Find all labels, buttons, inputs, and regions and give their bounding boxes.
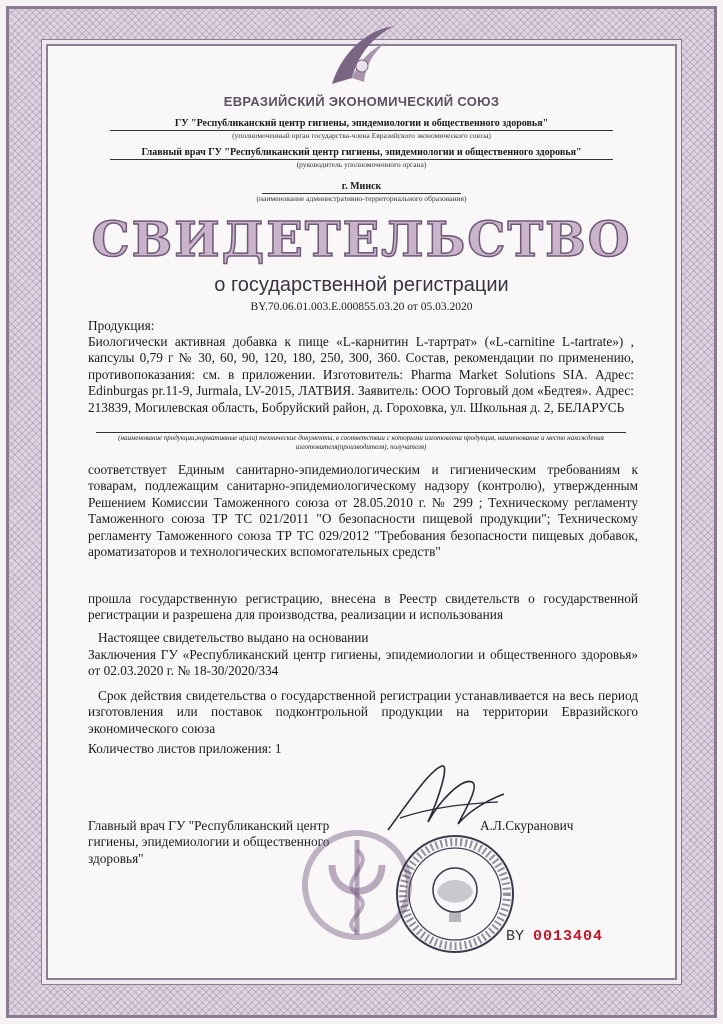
signatory-position: Главный врач ГУ "Республиканский центр гигиены, эпидемиологии и общественного здоровья" — [88, 818, 330, 866]
authority-note: (уполномоченный орган государства-члена Евразийского экономического союза) — [232, 131, 491, 140]
authority-block — [110, 118, 613, 140]
product-description: Биологически активная добавка к пище «L-карнитин L-тартрат» («L-carnitine L-tartrate») , капсулы 0,79 г № 30, 60, 90, 120, 180, 250, 300, 360. Состав, рекомендации по применению, противопоказания: см. в приложении. Изготовитель: Pharma Market Solutions SIA. Адрес: Edinburgas pr.11-9, Jurmala, LV-2015, ЛАТВИЯ. Заявитель: ООО Торговый дом «Бедтея». Адрес: 213839, Могилевская область, Бобруйский район, д. Гороховка, ул. Школьная д. 2, БЕЛАРУСЬ — [88, 334, 634, 415]
official-block — [110, 147, 613, 169]
registration-number: BY.70.06.01.003.E.000855.03.20 от 05.03.2020 — [250, 301, 473, 313]
certificate-title: СВИДЕТЕЛЬСТВО — [91, 212, 632, 268]
validity-text: Срок действия свидетельства о государственной регистрации устанавливается на весь период изготовления или поставок подконтрольной продукции на территории Евразийского экономического союза — [88, 688, 638, 736]
city: г. Минск — [262, 181, 462, 194]
product-label: Продукция: — [88, 318, 155, 333]
compliance-text: соответствует Единым санитарно-эпидемиологическим и гигиеническим требованиям к товарам, подлежащим санитарно-эпидемиологическому надзору (контролю), утвержденным Решением Комиссии Таможенного союза от 28.05.2010 г. № 299 ; Техническому регламенту Таможенного союза ТР ТС 021/2011 "О безопасности пищевой продукции"; Техническому регламенту Таможенного союза ТР ТС 029/2012 "Требования безопасности пищевых добавок, ароматизаторов и технологических вспомогательных средств" — [88, 462, 638, 560]
union-name: ЕВРАЗИЙСКИЙ ЭКОНОМИЧЕСКИЙ СОЮЗ — [223, 94, 500, 109]
official-name: Главный врач ГУ "Республиканский центр гигиены, эпидемиологии и общественного здоровья" — [110, 147, 613, 160]
eaeu-logo-icon — [322, 22, 402, 92]
basis-intro: Настоящее свидетельство выдано на основании — [98, 630, 369, 645]
official-stamp-icon — [393, 832, 517, 956]
attachments-count: Количество листов приложения: 1 — [88, 741, 282, 756]
serial-prefix: BY — [506, 928, 525, 945]
basis-text: Заключения ГУ «Республиканский центр гигиены, эпидемиологии и общественного здоровья» от 02.03.2020 г. № 18-30/2020/334 — [88, 647, 638, 679]
city-block — [110, 176, 613, 203]
signatory-name: А.Л.Скуранович — [480, 818, 574, 833]
serial-digits: 0013404 — [533, 928, 604, 945]
product-note: (наименование продукции,нормативные и(или) технические документы, в соответствии с которыми изготовлена продукция, наименование и место нахождения изготовителя(производителя), получателя) — [96, 432, 626, 452]
registration-text: прошла государственную регистрацию, внесена в Реестр свидетельств о государственной регистрации и разрешена для производства, реализации и использования — [88, 591, 638, 623]
official-note: (руководитель уполномоченного органа) — [296, 160, 427, 169]
serial-number — [506, 928, 603, 945]
authority-name: ГУ "Республиканский центр гигиены, эпидемиологии и общественного здоровья" — [110, 118, 613, 131]
certificate-subtitle: о государственной регистрации — [214, 274, 509, 296]
city-note: (наименование административно-территориального образования) — [256, 194, 467, 203]
